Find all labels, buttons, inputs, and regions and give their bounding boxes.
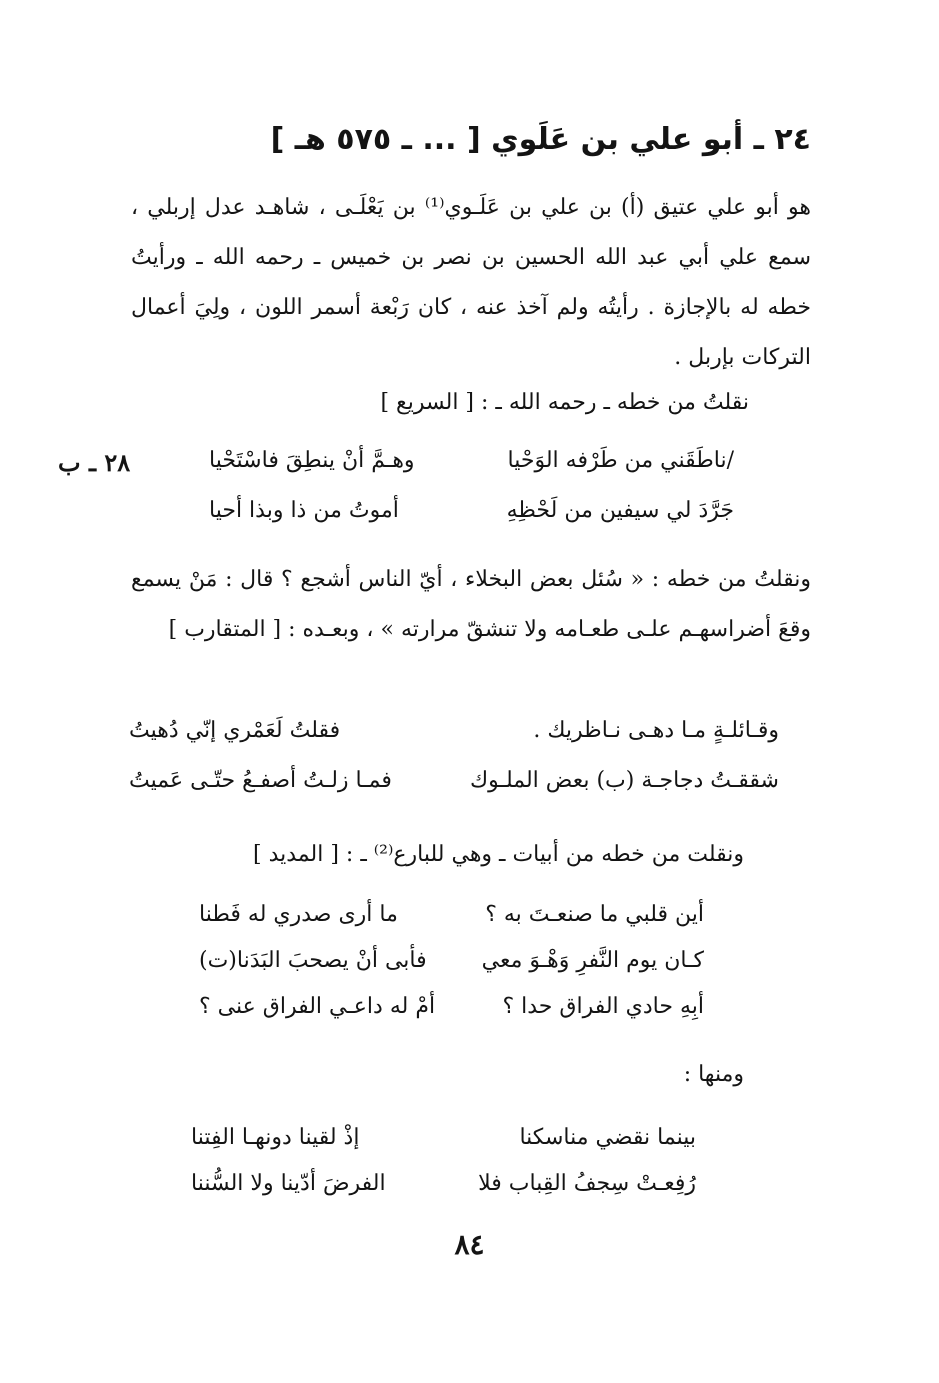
intro-poem-3: ونقلت من خطه من أبيات ـ وهي للبارع⁽²⁾ ـ : [ المديد ] bbox=[253, 842, 744, 867]
first-hemistich: وقـائلـةٍ مـا دهـى نـاظريك . bbox=[533, 718, 779, 743]
manuscript-folio-note: ٢٨ ـ ب bbox=[58, 448, 131, 477]
anecdote-paragraph: ونقلتُ من خطه : « سُئل بعض البخلاء ، أيّ الناس أشجع ؟ قال : مَنْ يسمع وقعَ أضراسهـم علـى طعـامه ولا تنشقّ مرارته » ، وبعـده : [ المتقارب ] bbox=[131, 567, 811, 642]
second-hemistich: فمـا زلـتُ أصفـعُ حتّـى عَميتُ bbox=[129, 768, 392, 793]
biography-paragraph: هو أبو علي عتيق (أ) بن علي بن عَلَـوي⁽¹⁾ بن يَعْلَـى ، شاهـد عدل إربلي ، سمع علي أبي عبد الله الحسين بن نصر بن خميس ـ رحمه الله ـ ورأيتُ خطه له بالإجازة . رأيتُه ولم آخذ عنه ، كان رَبْعة أسمر اللون ، ولِيَ أعمال التركات بإربل . bbox=[131, 195, 811, 370]
poem-2 bbox=[129, 718, 779, 818]
second-hemistich: فقلتُ لَعَمْري إنّي دُهيتُ bbox=[129, 718, 341, 743]
verse-line bbox=[199, 902, 704, 948]
poem-4 bbox=[191, 1125, 696, 1217]
second-hemistich: إذْ لقينا دونهـا الفِتنا bbox=[191, 1125, 360, 1150]
page-number: ٨٤ bbox=[454, 1228, 485, 1261]
poem-3 bbox=[199, 902, 704, 1040]
verse-line bbox=[209, 448, 734, 498]
second-hemistich: الفرضَ أدّينا ولا السُّننا bbox=[191, 1171, 386, 1196]
verse-line bbox=[199, 994, 704, 1040]
first-hemistich: رُفِعـتْ سِجفُ القِباب فلا bbox=[478, 1171, 696, 1196]
first-hemistich: /ناطَقَني من طَرْفه الوَحْيا bbox=[507, 448, 734, 473]
second-hemistich: ما أرى صدري له فَطنا bbox=[199, 902, 398, 927]
verse-line bbox=[199, 948, 704, 994]
intro-poem-4: ومنها : bbox=[683, 1062, 744, 1087]
verse-line bbox=[209, 498, 734, 548]
verse-line bbox=[129, 718, 779, 768]
second-hemistich: وهـمَّ أنْ ينطِقَ فاسْتَحْيا bbox=[209, 448, 415, 473]
verse-line bbox=[191, 1171, 696, 1217]
first-hemistich: أين قلبي ما صنعـتَ به ؟ bbox=[485, 902, 704, 927]
first-hemistich: كـان يوم النَّفرِ وَهْـوَ معي bbox=[481, 948, 704, 973]
intro-poem-1: نقلتُ من خطه ـ رحمه الله ـ : [ السريع ] bbox=[380, 390, 749, 415]
first-hemistich: أبِهِ حادي الفراق حدا ؟ bbox=[502, 994, 704, 1019]
second-hemistich: فأبى أنْ يصحبَ البَدَنا(ت) bbox=[199, 948, 427, 973]
poem-1 bbox=[209, 448, 734, 548]
second-hemistich: أموتُ من ذا وبذا أحيا bbox=[209, 498, 399, 523]
second-hemistich: أمْ له داعـي الفراق عنى ؟ bbox=[199, 994, 436, 1019]
first-hemistich: جَرَّدَ لي سيفين من لَحْظِهِ bbox=[506, 498, 734, 523]
entry-heading: ٢٤ ـ أبو علي بن عَلَوي [ ... ـ ٥٧٥ هـ ] bbox=[270, 122, 811, 157]
verse-line bbox=[191, 1125, 696, 1171]
verse-line bbox=[129, 768, 779, 818]
first-hemistich: بينما نقضي مناسكنا bbox=[519, 1125, 696, 1150]
first-hemistich: شققـتُ دجاجـة (ب) بعض الملـوك bbox=[470, 768, 779, 793]
